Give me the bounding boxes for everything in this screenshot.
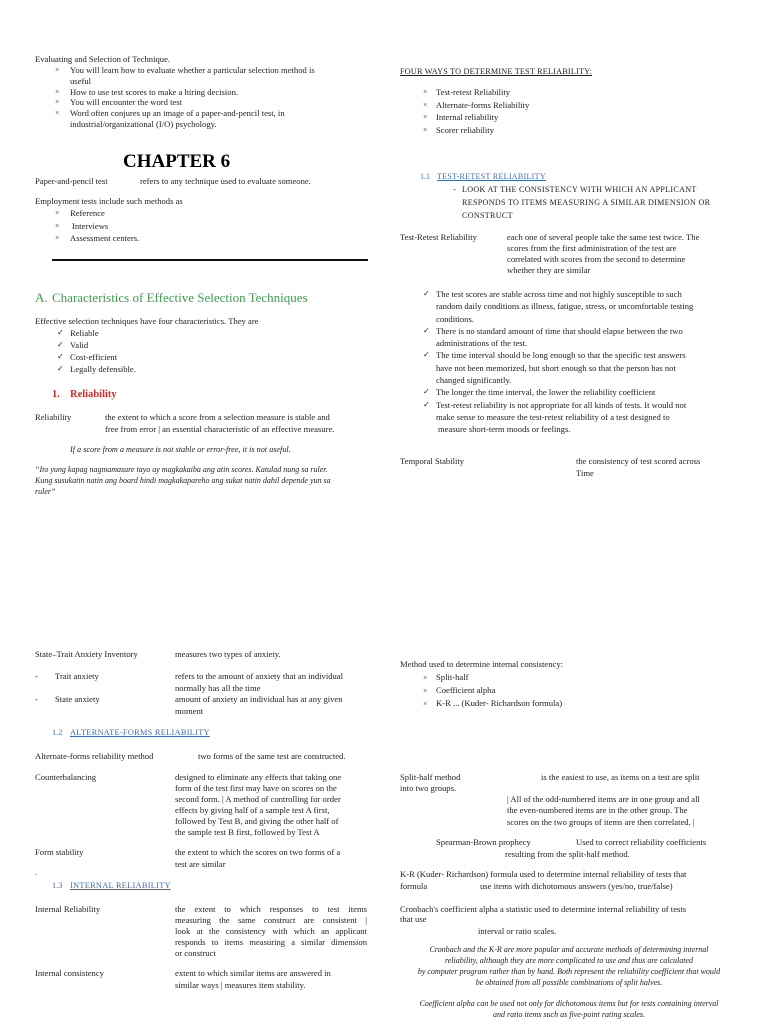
list-item <box>55 207 255 220</box>
intro-heading: Evaluating and Selection of Technique. <box>35 54 171 64</box>
list-item <box>423 349 741 386</box>
list-item <box>423 86 623 99</box>
list-item <box>55 232 255 245</box>
test-retest-summary <box>462 183 740 222</box>
dash-marker: - <box>453 184 456 194</box>
section-a-letter: A. <box>35 290 48 305</box>
text-line: the even-numbered items are in the other group. The <box>507 805 688 816</box>
text-line: the consistency of test scored across <box>576 456 701 466</box>
text-line: scores on the two groups of items are then correlated. | <box>507 816 695 827</box>
text-line: Kung susukatin natin ang board hindi magkakapareho ang sukat natin dahil depende yun sa <box>35 476 331 485</box>
text-line: You will encounter the word test <box>70 97 183 108</box>
alternate-forms-heading: ALTERNATE-FORMS RELIABILITY <box>70 728 210 737</box>
cronbach-alpha-scales: interval or ratio scales. <box>478 926 557 936</box>
list-item <box>423 671 673 684</box>
x-bullet-icon: × <box>55 220 60 230</box>
definition-spearman-brown: Used to correct reliability coefficients <box>576 837 707 847</box>
term-internal-reliability: Internal Reliability <box>35 904 101 914</box>
list-item <box>423 399 741 436</box>
list-item <box>423 288 741 325</box>
text-line: the sample test B first, followed by Test A <box>175 827 320 837</box>
text-line: The time interval should be long enough so that the specific test answers <box>436 350 686 361</box>
section-a-title: Characteristics of Effective Selection Techniques <box>52 290 308 305</box>
text-line: followed by Test B, and giving the other half of <box>175 816 339 826</box>
definition-alternate-forms-method: two forms of the same test are constructed. <box>198 751 346 761</box>
list-item <box>57 327 257 339</box>
cronbach-alpha-continued: that use <box>400 914 427 924</box>
text-line: look at the consistency with which an applicant <box>175 926 367 936</box>
text-line: amount of anxiety an individual has at any given <box>175 694 343 704</box>
text-line: “Ito yung kapag nagmamasure tayo ay magkakaiba ang atin scores. Katulad nung sa ruler. <box>35 465 328 474</box>
dash-marker: - <box>35 872 37 878</box>
coefficient-alpha-note <box>398 998 740 1020</box>
dash-marker: - <box>35 694 38 704</box>
definition-split-half-method: is the easiest to use, as items on a test are split <box>541 772 700 782</box>
check-bullet-icon: ✓ <box>423 325 430 335</box>
definition-internal-reliability <box>175 904 367 959</box>
test-retest-points-list <box>423 288 741 436</box>
kr-formula-term-continued: formula <box>400 881 428 891</box>
x-bullet-icon: × <box>423 686 428 695</box>
list-item-text <box>436 349 741 386</box>
list-item <box>55 87 360 98</box>
text-line: test are similar <box>175 858 226 869</box>
internal-reliability-number: 1.3 <box>52 881 63 890</box>
reliability-heading: Reliability <box>70 389 117 400</box>
text-line: have not been memorized, but short enough so that the person has not <box>436 362 676 373</box>
text-line: conditions. <box>436 313 474 324</box>
list-item-text: Coefficient alpha <box>436 685 496 695</box>
list-item-text <box>436 386 741 398</box>
list-item-text <box>70 97 360 108</box>
definition-test-retest-reliability <box>507 232 737 276</box>
horizontal-divider <box>52 259 368 261</box>
check-bullet-icon: ✓ <box>423 387 430 397</box>
term-paper-and-pencil-test: Paper-and-pencil test <box>35 176 108 186</box>
term-state-anxiety: State anxiety <box>55 694 100 704</box>
x-bullet-icon: × <box>423 673 428 682</box>
text-line: form of the test first may have on scores on the <box>175 783 337 793</box>
term-form-stability: Form stability <box>35 847 84 857</box>
text-line: ruler” <box>35 487 56 496</box>
term-internal-consistency: Internal consistency <box>35 968 104 978</box>
text-line: CONSTRUCT <box>462 211 513 220</box>
list-item <box>423 325 741 350</box>
methods-note <box>398 944 740 988</box>
text-line: responds to items measuring a similar dimension <box>175 937 367 947</box>
term-reliability: Reliability <box>35 412 72 422</box>
list-item <box>55 220 255 233</box>
x-bullet-icon: × <box>55 233 60 242</box>
text-line: reliability, although they are more complicated to use and thus are calculated <box>444 956 694 965</box>
text-line: whether they are similar <box>507 265 591 275</box>
list-item-text: Test-retest Reliability <box>436 87 511 97</box>
text-line: Word often conjures up an image of a paper-and-pencil test, in <box>70 108 285 119</box>
employment-methods-list <box>55 207 255 245</box>
text-line: refers to the amount of anxiety that an individual <box>175 671 344 681</box>
definition-state-trait-anxiety-inventory: measures two types of anxiety. <box>175 649 281 659</box>
text-line: the extent to which the scores on two forms of a <box>175 847 341 857</box>
text-line: the extent to which responses to test items <box>175 904 367 914</box>
term-spearman-brown-prophecy: Spearman-Brown prophecy <box>436 837 531 847</box>
list-item-text: Valid <box>70 340 89 350</box>
text-line: moment <box>175 705 204 716</box>
list-item-text <box>436 399 741 436</box>
text-line: second form. | A method of controlling for order <box>175 794 341 804</box>
text-line: The longer the time interval, the lower the reliability coefficient <box>436 387 656 398</box>
list-item-text: Internal reliability <box>436 112 499 123</box>
text-line: Test-retest reliability is not appropriate for all kinds of tests. It would not <box>436 399 687 410</box>
text-line: changed significantly. <box>436 375 512 386</box>
text-line: Coefficient alpha can be used not only for dichotomous items but for tests containing interval <box>419 999 719 1008</box>
reliability-quote <box>35 464 370 497</box>
list-item <box>55 108 360 130</box>
reliability-number: 1. <box>52 389 60 400</box>
list-item-text: Reference <box>70 208 105 218</box>
text-line: free from error | an essential characteristic of an effective measure. <box>105 423 335 434</box>
x-bullet-icon: × <box>423 112 428 122</box>
x-bullet-icon: × <box>55 86 60 96</box>
list-item <box>57 363 257 375</box>
list-item-text: Alternate-forms Reliability <box>436 99 530 110</box>
dash-marker: - <box>35 671 38 681</box>
check-bullet-icon: ✓ <box>57 364 64 373</box>
definition-reliability <box>105 412 373 435</box>
test-retest-number: 1.1 <box>420 172 430 181</box>
list-item <box>57 351 257 363</box>
x-bullet-icon: × <box>55 97 60 107</box>
text-line: the extent to which a score from a selection measure is stable and <box>105 412 330 422</box>
list-item-text <box>436 288 741 325</box>
text-line: be obtained from all possible combinations of split halves. <box>475 978 663 987</box>
text-line: normally has all the time <box>175 682 261 693</box>
list-item-text <box>70 65 360 87</box>
list-item-text: Legally defensible. <box>70 364 136 374</box>
term-temporal-stability: Temporal Stability <box>400 456 465 466</box>
four-ways-list <box>423 86 623 137</box>
definition-state-anxiety <box>175 694 370 717</box>
text-line: designed to eliminate any effects that taking one <box>175 772 342 782</box>
list-item-text: Interviews <box>72 220 109 231</box>
definition-paper-and-pencil-test: refers to any technique used to evaluate someone. <box>140 176 311 186</box>
definition-counterbalancing <box>175 772 370 838</box>
term-split-half-method: Split-half method <box>400 772 461 782</box>
definition-temporal-stability <box>576 456 741 479</box>
chapter-title: CHAPTER 6 <box>123 151 231 172</box>
list-item <box>423 111 623 124</box>
reliability-note: If a score from a measure is not stable or error-free, it is not useful. <box>70 445 291 454</box>
list-item-text: K-R ... (Kuder- Richardson formula) <box>436 698 563 708</box>
definition-trait-anxiety <box>175 671 370 694</box>
text-line: by computer program rather than by hand. Both represent the reliability coefficient that would <box>417 967 721 976</box>
text-line: random daily conditions as illness, fatigue, stress, or uncomfortable testing <box>436 301 694 312</box>
text-line: LOOK AT THE CONSISTENCY WITH WHICH AN APPLICANT <box>462 185 697 194</box>
text-line: | All of the odd-numbered items are in one group and all <box>507 794 700 804</box>
term-alternate-forms-method: Alternate-forms reliability method <box>35 751 154 761</box>
list-item-text: Assessment centers. <box>70 233 140 243</box>
term-state-trait-anxiety-inventory: State–Trait Anxiety Inventory <box>35 649 138 659</box>
term-test-retest-reliability: Test-Retest Reliability <box>400 232 477 242</box>
text-line: correlated with scores from the second to determine <box>507 254 686 264</box>
list-item-text <box>70 87 360 98</box>
definition-internal-consistency <box>175 968 370 991</box>
text-line: each one of several people take the same test twice. The <box>507 232 700 242</box>
x-bullet-icon: × <box>423 99 428 109</box>
x-bullet-icon: × <box>423 125 428 135</box>
test-retest-heading: TEST-RETEST RELIABILITY <box>437 172 546 181</box>
check-bullet-icon: ✓ <box>57 328 64 337</box>
list-item-text: Reliable <box>70 328 99 338</box>
x-bullet-icon: × <box>423 87 428 96</box>
list-item <box>423 684 673 697</box>
x-bullet-icon: × <box>423 699 428 708</box>
employment-tests-intro: Employment tests include such methods as <box>35 196 183 206</box>
text-line: extent to which similar items are answered in <box>175 968 331 978</box>
check-bullet-icon: ✓ <box>57 352 64 361</box>
list-item <box>55 65 360 87</box>
characteristics-list <box>57 327 257 375</box>
text-line: measuring the same construct are consistent | <box>175 915 367 925</box>
kr-formula-line: K-R (Kuder- Richardson) formula used to determine internal reliability of tests that <box>400 869 687 879</box>
alternate-forms-number: 1.2 <box>52 728 63 737</box>
list-item <box>423 386 741 398</box>
text-line: There is no standard amount of time that should elapse between the two <box>436 325 683 336</box>
list-item-text: Scorer reliability <box>436 125 494 136</box>
list-item-text: Split-half <box>436 672 469 682</box>
term-counterbalancing: Counterbalancing <box>35 772 97 782</box>
text-line: or construct <box>175 948 216 958</box>
text-line: Cronbach and the K-R are more popular and accurate methods of determining internal <box>429 945 709 954</box>
four-ways-heading: FOUR WAYS TO DETERMINE TEST RELIABILITY: <box>400 67 593 76</box>
intro-bullet-list <box>55 65 360 130</box>
list-item-text <box>436 325 741 350</box>
text-line: RESPONDS TO ITEMS MEASURING A SIMILAR DIMENSION OR <box>462 198 711 207</box>
text-line: The test scores are stable across time and not highly susceptible to such <box>436 289 682 299</box>
consistency-methods-list <box>423 671 673 710</box>
list-item <box>423 99 623 112</box>
text-line: administrations of the test. <box>436 338 528 349</box>
text-line: make sense to measure the test-retest reliability of a test designed to <box>436 411 670 422</box>
characteristics-intro: Effective selection techniques have four characteristics. They are <box>35 316 259 326</box>
definition-split-half-continued: into two groups. <box>400 783 457 793</box>
text-line: Time <box>576 467 594 478</box>
text-line: useful <box>70 75 92 86</box>
text-line: You will learn how to evaluate whether a particular selection method is <box>70 65 315 75</box>
text-line: How to use test scores to make a hiring decision. <box>70 86 239 97</box>
term-trait-anxiety: Trait anxiety <box>55 671 99 681</box>
definition-form-stability <box>175 847 370 870</box>
list-item <box>55 97 360 108</box>
cronbach-alpha-line: Cronbach's coefficient alpha a statistic used to determine internal reliability of tests <box>400 904 687 914</box>
consistency-methods-heading: Method used to determine internal consistency: <box>400 659 564 669</box>
text-line: and ratio items such as five-point rating scales. <box>493 1010 645 1019</box>
check-bullet-icon: ✓ <box>423 289 430 298</box>
list-item <box>57 339 257 351</box>
list-item-text <box>70 108 360 130</box>
list-item <box>423 124 623 137</box>
list-item <box>423 697 673 710</box>
text-line: measure short-term moods or feelings. <box>438 424 571 435</box>
check-bullet-icon: ✓ <box>423 350 430 360</box>
list-item-text: Cost-efficient <box>70 352 118 362</box>
definition-spearman-brown-continued: resulting from the split-half method. <box>505 849 630 859</box>
check-bullet-icon: ✓ <box>423 399 430 409</box>
split-half-detail <box>507 794 740 828</box>
x-bullet-icon: × <box>55 65 60 74</box>
internal-reliability-heading: INTERNAL RELIABILITY <box>70 881 171 890</box>
x-bullet-icon: × <box>55 208 60 217</box>
text-line: industrial/organizational (I/O) psychology. <box>70 118 217 129</box>
text-line: similar ways | measures item stability. <box>175 979 306 990</box>
kr-formula-definition-continued: use items with dichotomous answers (yes/no, true/false) <box>480 881 673 891</box>
x-bullet-icon: × <box>55 108 60 118</box>
check-bullet-icon: ✓ <box>57 340 64 349</box>
text-line: effects by giving half of a sample test A first, <box>175 805 330 815</box>
text-line: scores from the first administration of the test are <box>507 243 677 253</box>
